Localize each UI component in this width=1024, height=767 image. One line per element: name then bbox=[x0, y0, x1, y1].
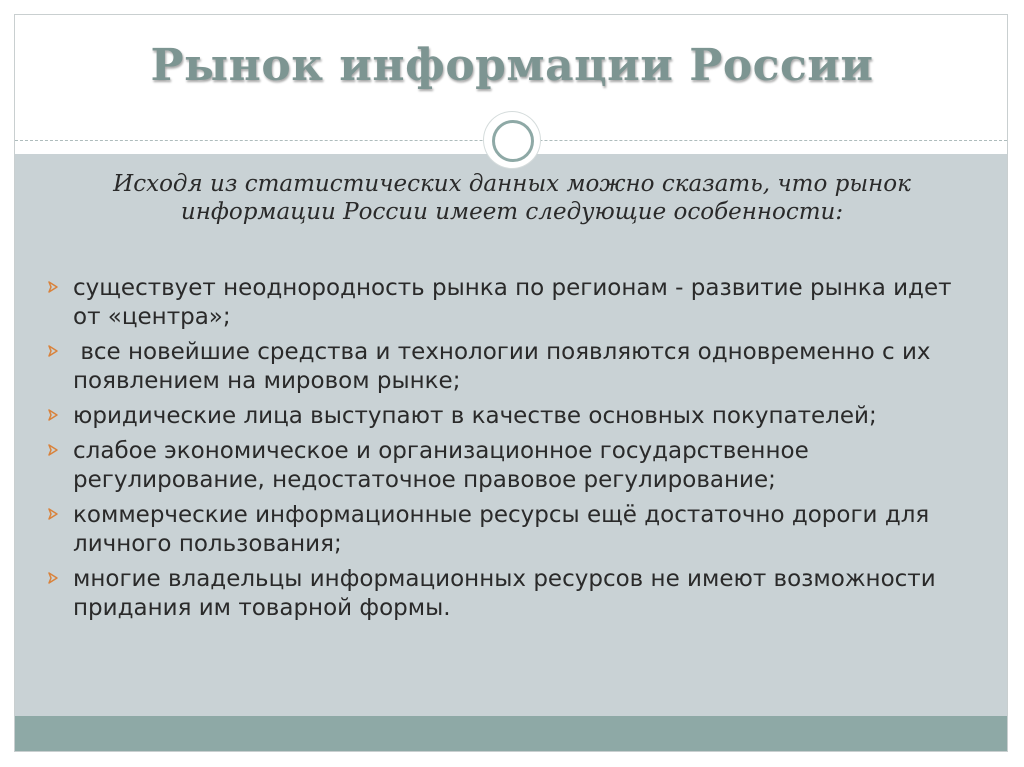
list-item bbox=[46, 501, 976, 559]
list-item bbox=[46, 437, 976, 495]
arrow-bullet-icon bbox=[46, 280, 60, 294]
circle-ornament-icon bbox=[484, 112, 540, 168]
footer-bar bbox=[15, 716, 1007, 751]
arrow-bullet-icon bbox=[46, 571, 60, 585]
list-item-text: коммерческие информационные ресурсы ещё достаточно дороги для личного пользования; bbox=[73, 502, 937, 557]
list-item bbox=[46, 565, 976, 623]
list-item-text: многие владельцы информационных ресурсов не имеют возможности придания им товарной формы. bbox=[73, 566, 943, 621]
bullet-list bbox=[46, 274, 976, 629]
arrow-bullet-icon bbox=[46, 408, 60, 422]
list-item-text: существует неоднородность рынка по регионам - развитие рынка идет от «центра»; bbox=[73, 275, 959, 330]
list-item-text: все новейшие средства и технологии появляются одновременно с их появлением на мировом рынке; bbox=[73, 339, 938, 394]
list-item-text: юридические лица выступают в качестве основных покупателей; bbox=[73, 403, 877, 429]
list-item bbox=[46, 274, 976, 332]
slide-title: Рынок информации России bbox=[150, 40, 874, 91]
list-item bbox=[46, 402, 976, 431]
list-item bbox=[46, 338, 976, 396]
arrow-bullet-icon bbox=[46, 443, 60, 457]
arrow-bullet-icon bbox=[46, 344, 60, 358]
list-item-text: слабое экономическое и организационное государственное регулирование, недостаточное правовое регулирование; bbox=[73, 438, 817, 493]
intro-text: Исходя из статистических данных можно сказать, что рынок информации России имеет следующие особенности: bbox=[113, 171, 911, 225]
arrow-bullet-icon bbox=[46, 507, 60, 521]
